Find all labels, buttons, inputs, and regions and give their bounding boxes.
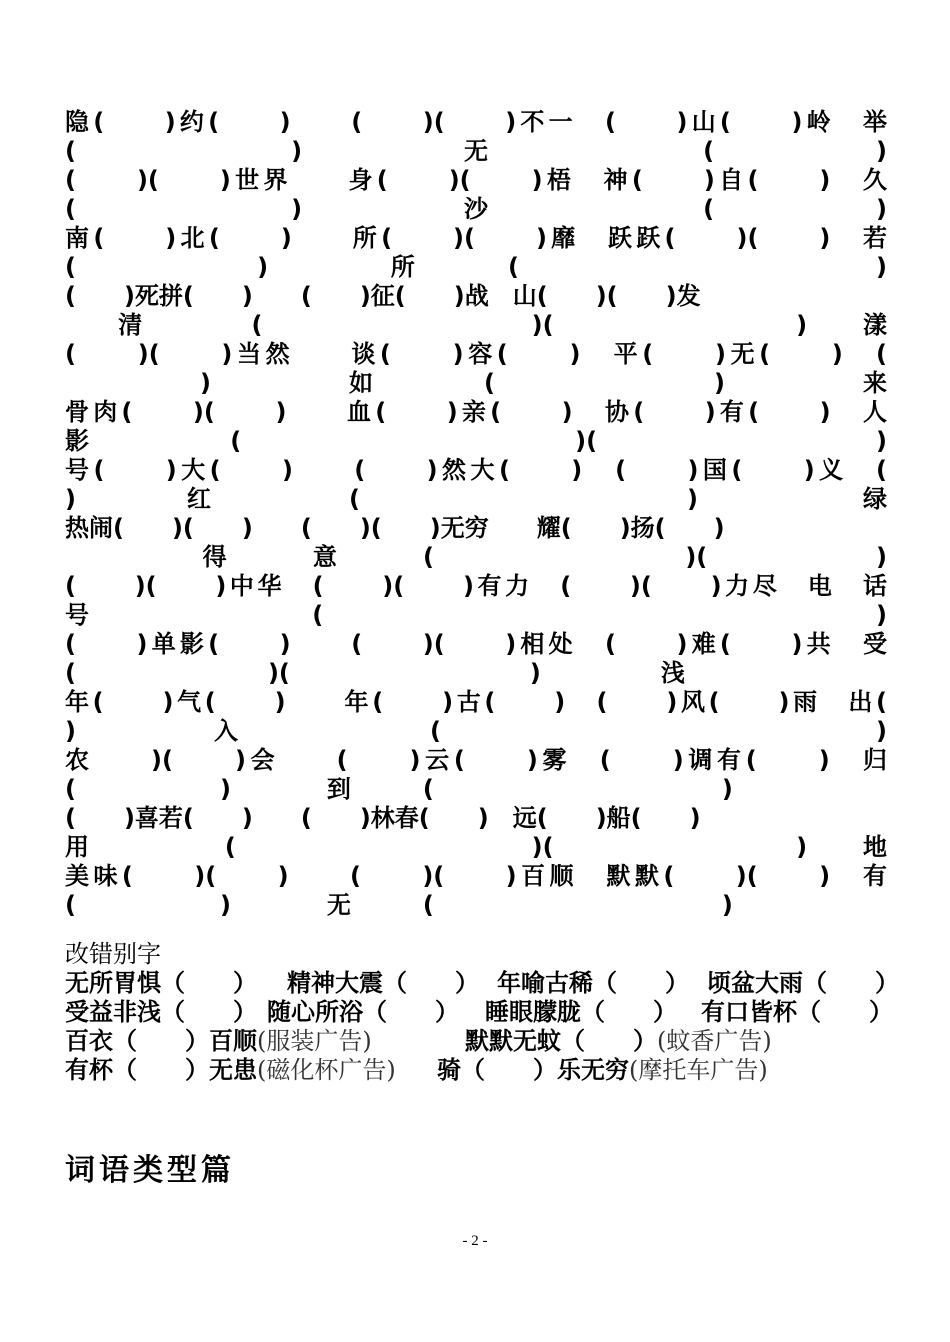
- page-number: - 2 -: [462, 1233, 488, 1249]
- exercise-line-2: ( ) 无 ( ): [65, 137, 887, 165]
- exercise-line-19: ( )单影( ) ( )( )相处 ( )难( )共 受: [65, 630, 887, 658]
- ad-item: 默默无蚊（ ）: [465, 1027, 657, 1055]
- exercise-line-17: ( )( )中华 ( )( )有力 ( )( )力尽 电 话: [65, 572, 887, 600]
- exercise-line-25: ( )喜若( ) ( )林春( ) 远( )船( ): [65, 804, 701, 832]
- exercise-line-20: ( )( ) 浅: [65, 659, 685, 687]
- ad-item: 百衣（ ）百顺: [65, 1027, 257, 1055]
- exercise-line-27: 美味( )( ) ( )( )百顺 默默( )( ) 有: [65, 862, 887, 890]
- exercise-line-28: ( ) 无 ( ): [65, 891, 733, 919]
- correction-row-3: [65, 1027, 895, 1056]
- ad-item: 有杯（ ）无患: [65, 1056, 257, 1084]
- exercise-line-13: 号( )大( ) ( )然大( ) ( )国( )义 (: [65, 456, 887, 484]
- exercise-line-3: ( )( )世界 身( )( )梧 神( )自( ) 久: [65, 166, 887, 194]
- exercise-line-9: ( )( )当然 谈( )容( ) 平( )无( ) (: [65, 340, 887, 368]
- exercise-line-8: 清 ( )( ) 漾: [65, 311, 887, 339]
- correction-item: 顷盆大雨（ ）: [707, 969, 899, 997]
- ad-note: (摩托车广告): [629, 1056, 768, 1084]
- exercise-line-11: 骨肉( )( ) 血( )亲( ) 协( )有( ) 人: [65, 398, 887, 426]
- exercise-line-23: 农 )( )会 ( )云( )雾 ( )调有( ) 归: [65, 746, 887, 774]
- correction-item: 精神大震（ ）: [287, 969, 479, 997]
- ad-note: (服装广告): [257, 1027, 372, 1055]
- correction-row-2: [65, 998, 895, 1027]
- exercise-line-4: ( ) 沙 ( ): [65, 195, 887, 223]
- ad-item: 骑（ ）乐无穷: [437, 1056, 629, 1084]
- correction-item: 睡眼朦胧（ ）: [485, 998, 677, 1026]
- ad-note: (磁化杯广告): [257, 1056, 396, 1084]
- exercise-line-10: ) 如 ( ) 来: [65, 369, 887, 397]
- exercise-line-15: 热闹( )( ) ( )( )无穷 耀( )扬( ): [65, 514, 725, 542]
- exercise-line-14: ) 红 ( ) 绿: [65, 485, 887, 513]
- exercise-line-12: 影 ( )( ): [65, 427, 887, 455]
- correction-item: 有口皆杯（ ）: [701, 998, 893, 1026]
- correction-item: 年喻古稀（ ）: [497, 969, 689, 997]
- exercise-line-21: 年( )气( ) 年( )古( ) ( )风( )雨 出(: [65, 688, 887, 716]
- exercise-line-1: 隐( )约( ) ( )( )不一 ( )山( )岭 举: [65, 108, 887, 136]
- correction-item: 受益非浅（ ）: [65, 998, 257, 1026]
- section-title: 词语类型篇: [65, 1153, 235, 1188]
- exercise-line-5: 南( )北( ) 所( )( )靡 跃跃( )( ) 若: [65, 224, 887, 252]
- correction-row-4: [65, 1056, 895, 1085]
- exercise-line-26: 用 ( )( ) 地: [65, 833, 887, 861]
- correction-heading: 改错别字: [65, 940, 161, 968]
- exercise-line-24: ( ) 到 ( ): [65, 775, 733, 803]
- correction-row-1: [65, 969, 899, 998]
- correction-item: 随心所浴（ ）: [267, 998, 459, 1026]
- exercise-line-18: 号 ( ): [65, 601, 887, 629]
- ad-note: (蚊香广告): [657, 1027, 772, 1055]
- exercise-line-16: 得 意 ( )( ): [65, 543, 887, 571]
- exercise-line-22: ) 入 ( ): [65, 717, 887, 745]
- exercise-line-6: ( ) 所 ( ): [65, 253, 887, 281]
- exercise-line-7: ( )死拼( ) ( )征( )战 山( )( )发: [65, 282, 701, 310]
- correction-item: 无所胃惧（ ）: [65, 969, 257, 997]
